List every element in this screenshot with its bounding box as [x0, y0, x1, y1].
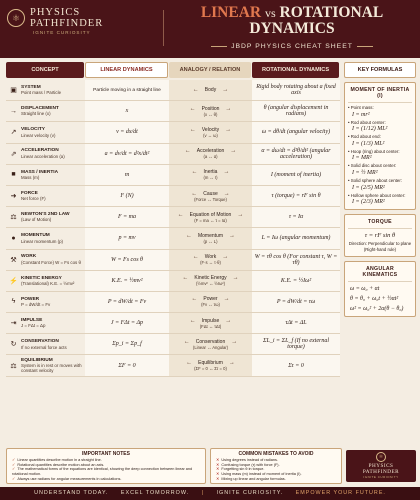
analogy-cell	[169, 144, 252, 164]
concept-icon: ↻	[10, 341, 17, 349]
table-row	[6, 355, 340, 376]
concept-name: POWER	[21, 296, 40, 302]
mistake-item: ✕ Confusing torque (τ) with force (F).	[216, 463, 336, 468]
concept-text	[19, 358, 85, 373]
analogy-cell	[169, 101, 252, 121]
concept-cell	[6, 101, 85, 121]
analogy-label: ← Body →	[193, 87, 228, 93]
concept-sub: Mass (m)	[21, 175, 40, 181]
table-row	[6, 165, 340, 186]
comparison-table	[6, 62, 340, 377]
concept-cell	[6, 144, 85, 164]
analogy-relation: (Fv ↔ τω)	[201, 302, 220, 308]
analogy-relation: (p ↔ L)	[203, 238, 218, 244]
inertia-label: • Solid sphere about center:	[348, 177, 403, 183]
concept-text	[19, 339, 67, 349]
linear-cell: x	[85, 101, 169, 121]
footer-phrase: UNDERSTAND TODAY.	[34, 490, 109, 496]
mistakes-title: COMMON MISTAKES TO AVOID	[238, 451, 314, 457]
concept-name: MASS / INERTIA	[21, 169, 59, 175]
concept-text	[19, 148, 65, 158]
concept-sub: (Translational) K.E. = ½mv²	[21, 280, 75, 286]
table-body	[6, 80, 340, 377]
rotational-cell: τ (torque) = rF sin θ	[252, 186, 340, 206]
kinematics-box	[344, 261, 416, 317]
concept-text	[19, 276, 74, 286]
analogy-cell	[169, 271, 252, 291]
analogy-label: ← Inertia →	[192, 169, 230, 175]
key-formulas-title: KEY FORMULAS	[344, 62, 416, 78]
inertia-equation: I = ½ MR²	[352, 169, 378, 176]
analogy-label: ← Conservation →	[184, 339, 237, 345]
notes-title: IMPORTANT NOTES	[82, 451, 130, 457]
concept-cell	[6, 313, 85, 333]
analogy-cell	[169, 292, 252, 312]
linear-cell: ΣF = 0	[85, 355, 169, 375]
rotational-cell: ΣL_i = ΣL_f (If no external torque)	[252, 334, 340, 354]
concept-cell	[6, 250, 85, 270]
brand-box-line-1: PHYSICS	[368, 463, 394, 469]
concept-cell	[6, 271, 85, 291]
header-analogy: ANALOGY / RELATION	[169, 62, 251, 78]
analogy-relation: (x ↔ θ)	[203, 111, 218, 117]
torque-title: TORQUE	[348, 217, 412, 229]
kinematics-eq-2: θ = θ₀ + ω₀t + ½αt²	[350, 295, 399, 302]
rotational-cell: ω = dθ/dt (angular velocity)	[252, 122, 340, 142]
brand-line-1: PHYSICS	[30, 7, 81, 18]
concept-text	[19, 297, 50, 307]
concept-icon: ↗	[10, 129, 17, 137]
concept-cell	[6, 292, 85, 312]
rotational-cell: Rigid body rotating about a fixed axis	[252, 80, 340, 100]
table-row	[6, 80, 340, 101]
analogy-cell	[169, 80, 252, 100]
analogy-relation: (v ↔ ω)	[203, 132, 218, 138]
concept-text	[19, 254, 81, 264]
brand-box	[346, 450, 416, 482]
analogy-relation: (ΣF = 0 ↔ Στ = 0)	[194, 366, 227, 372]
concept-sub: If no external force acts	[21, 344, 67, 350]
table-row	[6, 228, 340, 249]
concept-name: IMPULSE	[21, 317, 43, 323]
concept-name: CONSERVATION	[21, 339, 59, 345]
brand-tagline: IGNITE CURIOSITY	[33, 30, 91, 35]
rotational-cell: θ (angular displacement in radians)	[252, 101, 340, 121]
linear-cell: m	[85, 165, 169, 185]
concept-sub: Linear acceleration (a)	[21, 153, 65, 159]
footer-phrase: EXCEL TOMORROW.	[120, 490, 190, 496]
important-notes	[6, 448, 206, 484]
concept-name: ACCELERATION	[21, 148, 59, 154]
brand-box-tagline: IGNITE CURIOSITY	[363, 475, 399, 479]
brand-box-line-2: PATHFINDER	[362, 469, 400, 475]
concept-sub: Net force (F)	[21, 196, 46, 202]
table-row	[6, 271, 340, 292]
analogy-label: ← Momentum →	[186, 233, 235, 239]
inertia-equation: I = (1/3) ML²	[352, 140, 385, 147]
note-item: ✓ The mathematical forms of the equations are identical, showing the deep connection between linear and rotational motion.	[12, 467, 200, 476]
concept-icon: ϟ	[11, 298, 16, 306]
inertia-list	[348, 105, 412, 207]
table-header	[6, 62, 340, 78]
rotational-cell: τ = Iα	[252, 207, 340, 227]
table-row	[6, 101, 340, 122]
rotational-cell: α = dω/dt = d²θ/dt² (angular acceleration)	[252, 144, 340, 164]
linear-cell: Σp_i = Σp_f	[85, 334, 169, 354]
brand-name	[30, 7, 103, 29]
inertia-label: • Hoop (ring) about center:	[348, 148, 400, 154]
linear-cell: F (N)	[85, 186, 169, 206]
concept-name: EQUILIBRIUM	[21, 357, 53, 363]
linear-cell: p = mv	[85, 228, 169, 248]
brand-box-name	[346, 463, 416, 475]
table-row	[6, 207, 340, 228]
concept-icon: ⚒	[10, 256, 17, 264]
analogy-cell	[169, 250, 252, 270]
inertia-label: • Hollow sphere about center:	[348, 192, 406, 198]
concept-icon: ➜	[10, 193, 17, 201]
rotational-cell: τΔt = ΔL	[252, 313, 340, 333]
concept-icon: ■	[11, 171, 16, 179]
inertia-label: • Rod about center:	[348, 119, 386, 125]
concept-name: MOMENTUM	[21, 233, 50, 239]
footer	[0, 487, 420, 500]
rotational-cell: Στ = 0	[252, 355, 340, 375]
note-item: ✓ Always use radians for angular measurements in calculations.	[12, 477, 200, 482]
analogy-relation: (F = ma ↔ τ = Iα)	[194, 217, 227, 223]
concept-text	[19, 170, 58, 180]
concept-cell	[6, 334, 85, 354]
concept-name: FORCE	[21, 190, 38, 196]
mistake-item: ✕ Mixing up linear and angular formulas.	[216, 477, 336, 482]
inertia-equation: I = mr²	[352, 111, 370, 118]
kinematics-eq-3: ω² = ω₀² + 2α(θ − θ₀)	[350, 305, 404, 312]
concept-text	[19, 318, 45, 328]
analogy-label: ← Position →	[190, 106, 232, 112]
analogy-cell	[169, 313, 252, 333]
footer-phrase: EMPOWER YOUR FUTURE.	[295, 490, 386, 496]
analogy-cell	[169, 186, 252, 206]
analogy-label: ← Equilibrium →	[186, 360, 235, 366]
header	[0, 0, 420, 58]
concept-name: KINETIC ENERGY	[21, 275, 62, 281]
analogy-label: ← Cause →	[191, 191, 229, 197]
table-row	[6, 292, 340, 313]
linear-cell: K.E. = ½mv²	[85, 271, 169, 291]
linear-cell: v = dx/dt	[85, 122, 169, 142]
linear-cell: Particle moving in a straight line	[85, 80, 169, 100]
inertia-equation: I = MR²	[352, 155, 372, 162]
concept-icon: ⚖	[10, 214, 17, 222]
concept-text	[19, 191, 46, 201]
header-concept: CONCEPT	[6, 62, 84, 78]
concept-sub: Straight line (x)	[21, 111, 51, 117]
concept-sub: J = FΔt = Δp	[21, 323, 46, 329]
concept-cell	[6, 165, 85, 185]
linear-cell: a = dv/dt = d²x/dt²	[85, 144, 169, 164]
analogy-cell	[169, 355, 252, 375]
torque-note: Direction: Perpendicular to plane (Right-hand rule)	[348, 241, 412, 252]
analogy-relation: (½mv² ↔ ½Iω²)	[195, 281, 226, 287]
title-dynamics: DYNAMICS	[249, 20, 335, 37]
concept-name: VELOCITY	[21, 127, 45, 133]
concept-icon: ⇗	[10, 150, 17, 158]
concept-cell	[6, 80, 85, 100]
analogy-cell	[169, 122, 252, 142]
rotational-cell: I (moment of inertia)	[252, 165, 340, 185]
analogy-label: ← Velocity →	[190, 127, 231, 133]
note-item: ✓ Linear quantities describe motion in a straight line.	[12, 458, 200, 463]
table-row	[6, 122, 340, 143]
concept-text	[19, 212, 70, 222]
concept-sub: (Law of Motion)	[21, 217, 52, 223]
concept-name: NEWTON'S 2ND LAW	[21, 212, 70, 218]
header-rotational: ROTATIONAL DYNAMICS	[252, 62, 339, 78]
concept-cell	[6, 122, 85, 142]
concept-icon: ⚖	[10, 362, 17, 370]
linear-cell: W = Fs cos θ	[85, 250, 169, 270]
analogy-cell	[169, 228, 252, 248]
analogy-cell	[169, 334, 252, 354]
analogy-relation: (F·s ↔ τ·θ)	[200, 260, 221, 266]
torque-box	[344, 214, 416, 257]
common-mistakes	[210, 448, 342, 484]
table-row	[6, 334, 340, 355]
header-linear: LINEAR DYNAMICS	[85, 62, 168, 78]
mistake-item: ✕ Using degrees instead of radians.	[216, 458, 336, 463]
note-item: ✓ Rotational quantities describe motion about an axis.	[12, 463, 200, 468]
footer-phrase: IGNITE CURIOSITY.	[216, 490, 284, 496]
analogy-relation: (a ↔ α)	[203, 154, 218, 160]
page-subtitle: JBDP PHYSICS CHEAT SHEET	[170, 43, 414, 50]
linear-cell: J = FΔt = Δp	[85, 313, 169, 333]
concept-name: WORK	[21, 254, 37, 260]
page-title	[170, 5, 414, 37]
concept-sub: (Constant Force) W = Fs cos θ	[21, 259, 81, 265]
concept-sub: Linear momentum (p)	[21, 238, 63, 244]
concept-icon: ▣	[10, 87, 17, 95]
concept-sub: Point mass / Particle	[21, 90, 62, 96]
atom-logo-icon: ⚛	[7, 9, 25, 27]
header-divider	[163, 10, 164, 46]
concept-icon: →	[10, 107, 17, 115]
analogy-relation: (m ↔ I)	[203, 175, 218, 181]
mistake-item: ✕ Forgetting sin θ in torque.	[216, 467, 336, 472]
rotational-cell: W = τθ cos θ (For constant τ, W = τθ)	[252, 250, 340, 270]
analogy-label: ← Work →	[193, 254, 229, 260]
table-row	[6, 144, 340, 165]
concept-cell	[6, 228, 85, 248]
analogy-label: ← Power →	[191, 296, 229, 302]
rotational-cell: K.E. = ½Iω²	[252, 271, 340, 291]
concept-cell	[6, 186, 85, 206]
analogy-label: ← Kinetic Energy →	[182, 275, 238, 281]
table-row	[6, 250, 340, 271]
brand-line-2: PATHFINDER	[30, 18, 104, 29]
inertia-label: • Solid disc about center:	[348, 163, 397, 169]
inertia-equation: I = (1/12) ML²	[352, 126, 388, 133]
title-linear: LINEAR	[200, 4, 262, 21]
inertia-label: • Rod about end:	[348, 134, 381, 140]
concept-text	[19, 106, 59, 116]
concept-text	[19, 127, 55, 137]
concept-cell	[6, 207, 85, 227]
title-vs: vs	[264, 6, 276, 20]
inertia-label: • Point mass:	[348, 105, 374, 110]
inertia-equation: I = (2/5) MR²	[352, 184, 385, 191]
concept-text	[19, 233, 63, 243]
concept-sub: P = dW/dt = Fv	[21, 302, 51, 308]
rotational-cell: P = dW/dt = τω	[252, 292, 340, 312]
rotational-cell: L = Iω (angular momentum)	[252, 228, 340, 248]
key-formulas-panel	[344, 62, 416, 321]
analogy-label: ← Acceleration →	[185, 148, 237, 154]
title-rotational: ROTATIONAL	[279, 4, 384, 21]
concept-cell	[6, 355, 85, 375]
analogy-cell	[169, 165, 252, 185]
footer-separator: |	[201, 490, 205, 496]
analogy-relation: (Force ↔ Torque)	[194, 196, 227, 202]
kinematics-eq-1: ω = ω₀ + αt	[350, 285, 380, 292]
torque-equation: τ = rF sin θ	[364, 232, 396, 240]
analogy-relation: (FΔt ↔ τΔt)	[199, 323, 222, 329]
table-row	[6, 186, 340, 207]
concept-sub: System is in rest or moves with constant velocity	[21, 363, 82, 374]
table-row	[6, 313, 340, 334]
analogy-cell	[169, 207, 252, 227]
inertia-equation: I = (2/3) MR²	[352, 199, 385, 206]
concept-sub: Linear velocity (v)	[21, 132, 56, 138]
concept-text	[19, 85, 61, 95]
concept-icon: ⚡	[9, 277, 18, 285]
kinematics-title: ANGULAR KINEMATICS	[348, 264, 412, 282]
analogy-label: ← Impulse →	[190, 318, 232, 324]
analogy-relation: (Linear ↔ Angular)	[192, 344, 229, 350]
analogy-label: ← Equation of Motion →	[178, 212, 244, 218]
mistake-item: ✕ Using mass (m) instead of moment of inertia (I).	[216, 472, 336, 477]
inertia-title: MOMENT OF INERTIA (I)	[348, 85, 412, 103]
atom-logo-icon: ⚛	[376, 452, 386, 462]
inertia-box	[344, 82, 416, 210]
linear-cell: P = dW/dt = Fv	[85, 292, 169, 312]
linear-cell: F = ma	[85, 207, 169, 227]
concept-icon: ●	[11, 234, 16, 242]
concept-icon: ⇥	[10, 320, 17, 328]
concept-name: DISPLACEMENT	[21, 106, 59, 112]
concept-name: SYSTEM	[21, 84, 41, 90]
